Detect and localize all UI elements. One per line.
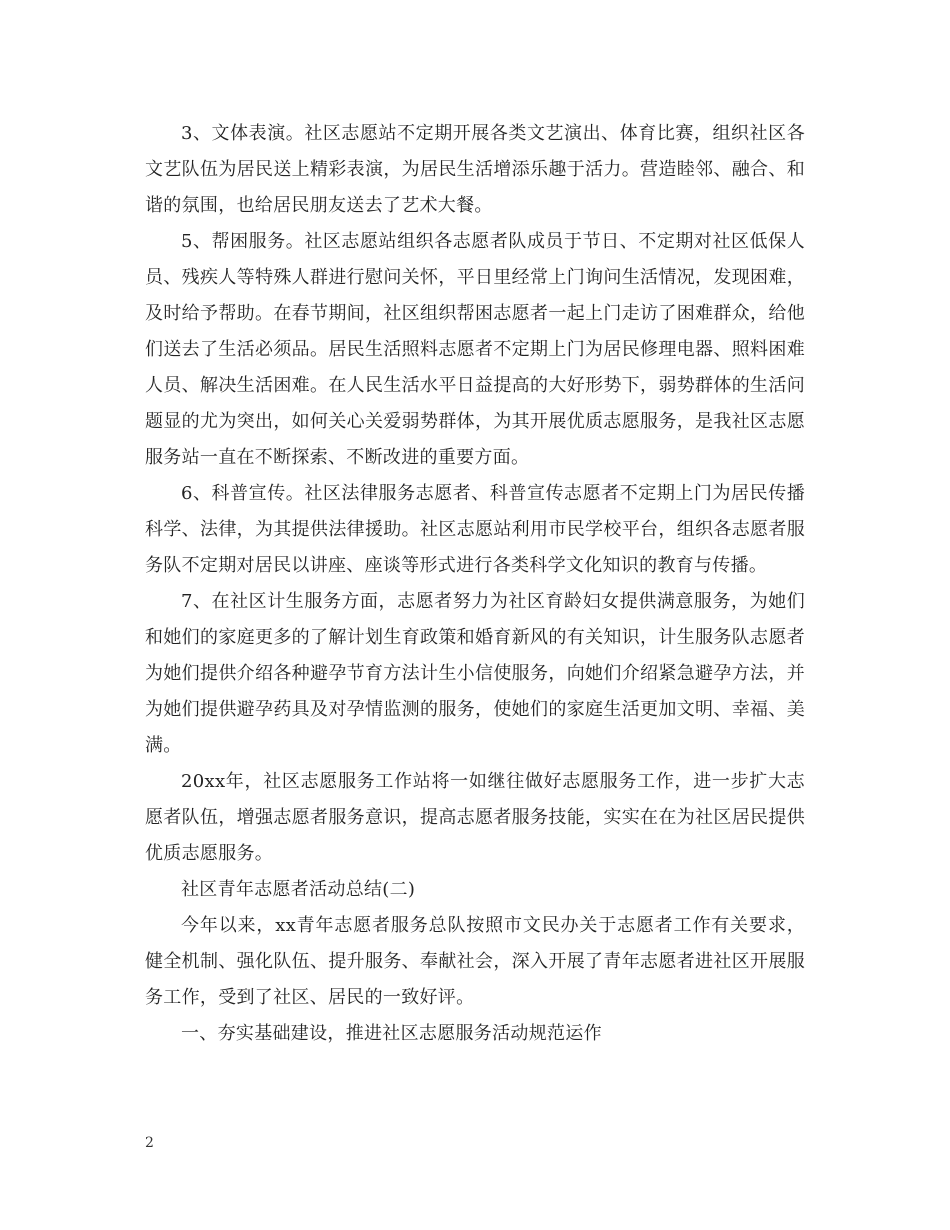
- paragraph-science-promotion: 6、科普宣传。社区法律服务志愿者、科普宣传志愿者不定期上门为居民传播科学、法律，为其提供法律援助。社区志愿站利用市民学校平台，组织各志愿者服务队不定期对居民以讲座、座谈等形式进行各类科学文化知识的教育与传播。: [145, 483, 805, 576]
- document-body: [145, 116, 805, 1052]
- section-heading-summary-two: 社区青年志愿者活动总结(二): [181, 879, 416, 900]
- paragraph-family-planning: 7、在社区计生服务方面，志愿者努力为社区育龄妇女提供满意服务，为她们和她们的家庭更多的了解计划生育政策和婚育新风的有关知识，计生服务队志愿者为她们提供介绍各种避孕节育方法计生小信使服务，向她们介绍紧急避孕方法，并为她们提供避孕药具及对孕情监测的服务，使她们的家庭生活更加文明、幸福、美满。: [145, 591, 805, 756]
- paragraph-performances: 3、文体表演。社区志愿站不定期开展各类文艺演出、体育比赛，组织社区各文艺队伍为居民送上精彩表演，为居民生活增添乐趣于活力。营造睦邻、融合、和谐的氛围，也给居民朋友送去了艺术大餐。: [145, 123, 805, 216]
- page-number: 2: [145, 1135, 154, 1151]
- subheading-foundation: 一、夯实基础建设，推进社区志愿服务活动规范运作: [181, 1023, 602, 1044]
- paragraph-introduction: 今年以来，xx青年志愿者服务总队按照市文民办关于志愿者工作有关要求，健全机制、强化队伍、提升服务、奉献社会，深入开展了青年志愿者进社区开展服务工作，受到了社区、居民的一致好评。: [145, 915, 805, 1008]
- paragraph-outlook: 20xx年，社区志愿服务工作站将一如继往做好志愿服务工作，进一步扩大志愿者队伍，增强志愿者服务意识，提高志愿者服务技能，实实在在为社区居民提供优质志愿服务。: [145, 771, 805, 864]
- paragraph-assistance: 5、帮困服务。社区志愿站组织各志愿者队成员于节日、不定期对社区低保人员、残疾人等特殊人群进行慰问关怀，平日里经常上门询问生活情况，发现困难，及时给予帮助。在春节期间，社区组织帮困志愿者一起上门走访了困难群众，给他们送去了生活必须品。居民生活照料志愿者不定期上门为居民修理电器、照料困难人员、解决生活困难。在人民生活水平日益提高的大好形势下，弱势群体的生活问题显的尤为突出，如何关心关爱弱势群体，为其开展优质志愿服务，是我社区志愿服务站一直在不断探索、不断改进的重要方面。: [145, 231, 805, 468]
